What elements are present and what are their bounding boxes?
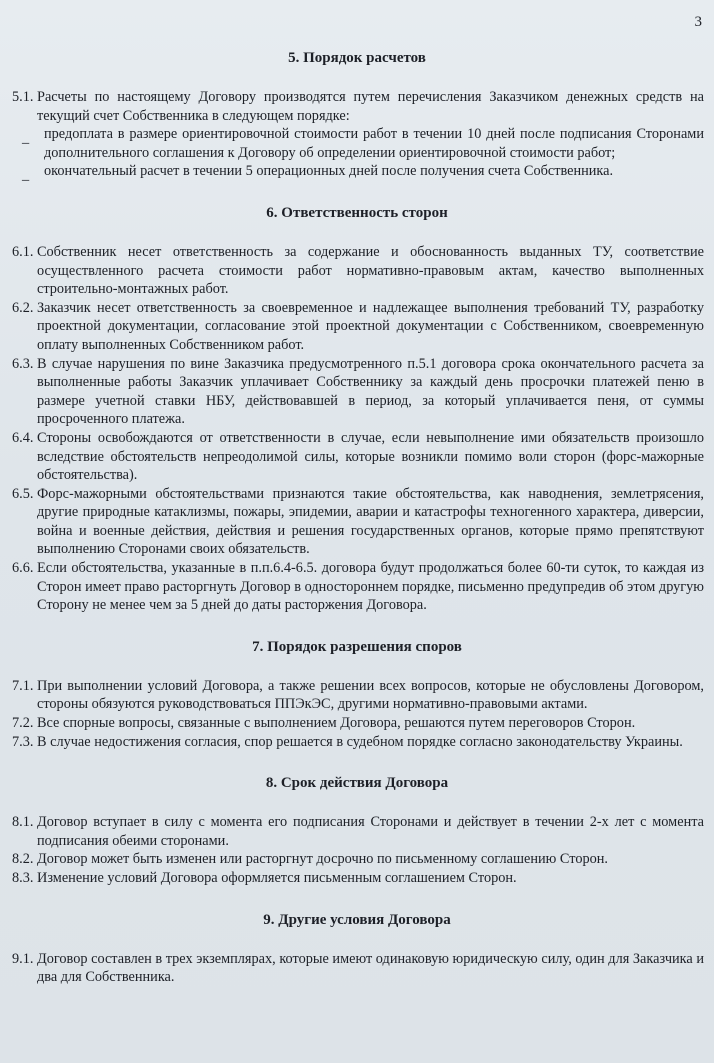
clause-text: Все спорные вопросы, связанные с выполнением Договора, решаются путем переговоров Сторон. xyxy=(37,715,636,732)
clause-number: 6.5. xyxy=(12,485,34,502)
clause-7-2 xyxy=(0,714,714,733)
clause-6-3 xyxy=(0,355,714,429)
clause-9-1 xyxy=(0,950,714,987)
clause-number: 6.4. xyxy=(12,429,34,446)
clause-text: При выполнении условий Договора, а также решении всех вопросов, которые не обусловлены Договором, стороны обязуются руководствоваться ППЭкЭС, другими нормативно-правовыми актами. xyxy=(37,677,704,713)
clause-6-6 xyxy=(0,559,714,615)
clause-text: Договор может быть изменен или расторгнут досрочно по письменному соглашению Сторон. xyxy=(37,851,609,868)
clause-text: Договор вступает в силу с момента его подписания Сторонами и действует в течении 2-х лет с момента подписания обеими сторонами. xyxy=(37,814,704,849)
clause-text: Собственник несет ответственность за содержание и обоснованность выданных ТУ, соответствие осуществленного расчета стоимости работ нормативно-правовым актам, качество выполненных строительно-монтажных работ. xyxy=(37,243,704,298)
clause-text: Расчеты по настоящему Договору производятся путем перечисления Заказчиком денежных средств на текущий счет Собственника в следующем порядке: xyxy=(37,89,704,124)
clause-6-1 xyxy=(0,243,714,299)
clause-text: Заказчик несет ответственность за своевременное и надлежащее выполнения требований ТУ, разработку проектной документации, согласование этой проектной документации с Собственником, своевременную оплату выполненных Собственником работ. xyxy=(37,299,704,353)
section-5 xyxy=(0,48,714,184)
clause-7-3 xyxy=(0,733,714,752)
dash-marker-icon: _ xyxy=(22,130,30,147)
payment-term-prepayment xyxy=(0,125,714,162)
section-7 xyxy=(0,637,714,751)
clause-text: В случае недостижения согласия, спор решается в судебном порядке согласно законодательству Украины. xyxy=(37,733,683,750)
clause-text: Изменение условий Договора оформляется письменным соглашением Сторон. xyxy=(37,870,517,886)
clause-6-5 xyxy=(0,485,714,559)
clause-number: 6.2. xyxy=(12,299,34,316)
clause-6-2 xyxy=(0,299,714,355)
clause-number: 9.1. xyxy=(12,950,34,967)
bullet-text: окончательный расчет в течении 5 операционных дней после получения счета Собственника. xyxy=(44,163,614,180)
clause-number: 8.2. xyxy=(12,851,34,868)
clause-number: 8.3. xyxy=(12,870,34,886)
clause-number: 7.3. xyxy=(12,733,34,750)
section-title: 7. Порядок разрешения споров xyxy=(252,638,462,655)
clause-number: 6.3. xyxy=(12,355,34,372)
clause-8-3 xyxy=(0,869,714,888)
clause-6-4 xyxy=(0,429,714,485)
clause-number: 7.2. xyxy=(12,715,34,732)
clause-text: Если обстоятельства, указанные в п.п.6.4-6.5. договора будут продолжаться более 60-ти суток, то каждая из Сторон имеет право расторгнуть Договор в одностороннем порядке, письменно предупредив об этом другую Сторону не менее чем за 5 дней до даты расторжения Договора. xyxy=(37,560,704,614)
clause-5-1 xyxy=(0,88,714,125)
section-6 xyxy=(0,203,714,615)
clause-number: 6.1. xyxy=(12,243,34,260)
clause-7-1 xyxy=(0,677,714,714)
section-8 xyxy=(0,773,714,887)
clause-text: В случае нарушения по вине Заказчика предусмотренного п.5.1 договора срока окончательного расчета за выполненные работы Заказчик уплачивает Собственнику за каждый день просрочки платежей пеню в размере учетной ставки НБУ, действовавшей в период, за который уплачивается пеня, от суммы просроченного платежа. xyxy=(37,355,704,428)
section-9 xyxy=(0,910,714,987)
document-body xyxy=(0,48,714,987)
clause-text: Стороны освобождаются от ответственности в случае, если невыполнение ими обязательств произошло вследствие обстоятельств непреодолимой силы, которые возникли помимо воли сторон (форс-мажорные обстоятельства). xyxy=(37,429,704,484)
clause-text: Договор составлен в трех экземплярах, которые имеют одинаковую юридическую силу, один для Заказчика и два для Собственника. xyxy=(37,950,704,986)
section-title: 8. Срок действия Договора xyxy=(265,775,449,792)
clause-number: 7.1. xyxy=(12,677,34,694)
clause-8-1 xyxy=(0,813,714,850)
payment-term-final xyxy=(0,162,714,184)
dash-marker-icon: _ xyxy=(22,167,30,184)
bullet-text: предоплата в размере ориентировочной стоимости работ в течении 10 дней после подписания Сторонами дополнительного соглашения к Договору об определении ориентировочной стоимости работ; xyxy=(44,126,704,161)
section-title: 5. Порядок расчетов xyxy=(288,50,426,66)
clause-number: 5.1. xyxy=(12,89,34,105)
section-title: 6. Ответственность сторон xyxy=(266,204,448,221)
clause-8-2 xyxy=(0,850,714,869)
section-title: 9. Другие условия Договора xyxy=(263,911,451,928)
clause-text: Форс-мажорными обстоятельствами признаются такие обстоятельства, как наводнения, землетрясения, другие природные катаклизмы, пожары, эпидемии, аварии и катастрофы техногенного характера, диверсии, война и военные действия, действия и решения государственных органов, которые прямо препятствуют выполнению Сторонами своих обязательств. xyxy=(37,485,704,558)
clause-number: 8.1. xyxy=(12,814,34,831)
page-number: 3 xyxy=(694,14,702,30)
clause-number: 6.6. xyxy=(12,560,34,577)
